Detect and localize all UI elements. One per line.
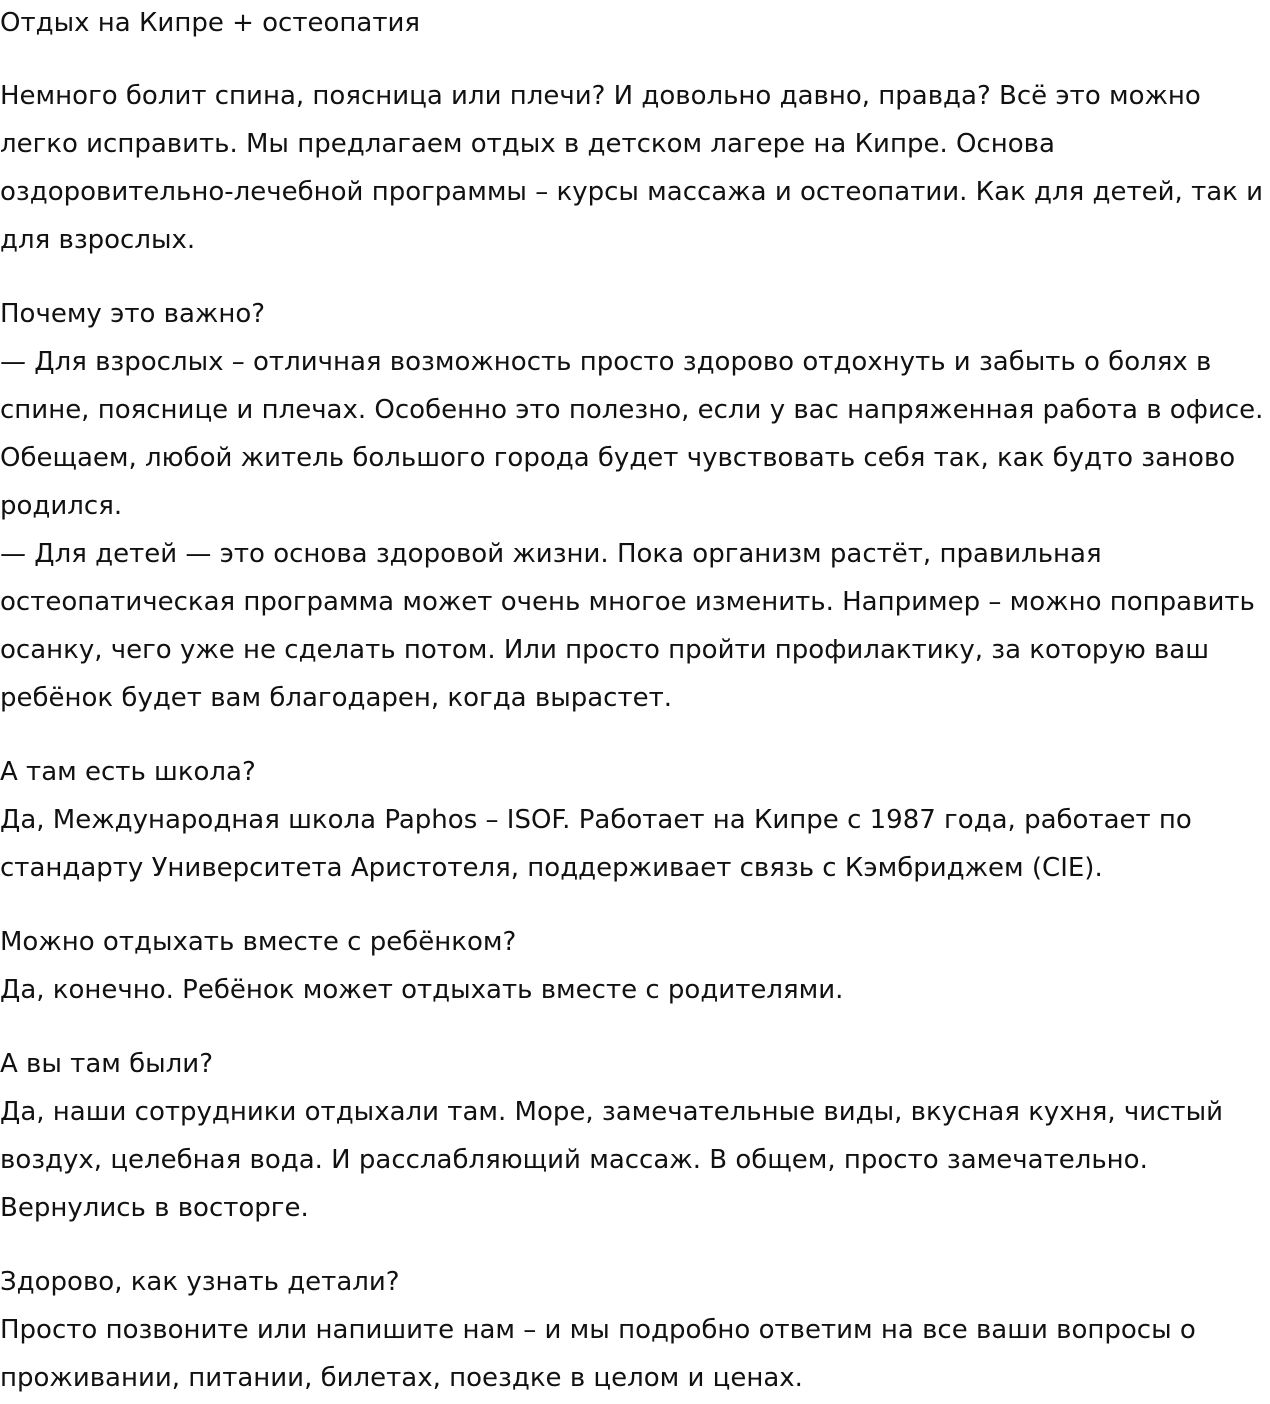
faq-answer-line: Да, конечно. Ребёнок может отдыхать вместе с родителями.: [0, 975, 844, 1005]
faq-answer-line: осанку, чего уже не сделать потом. Или просто пройти профилактику, за которую ваш: [0, 635, 1210, 665]
faq-answer-line: — Для взрослых – отличная возможность просто здорово отдохнуть и забыть о болях в: [0, 347, 1212, 377]
faq-answer-line: воздух, целебная вода. И расслабляющий массаж. В общем, просто замечательно.: [0, 1145, 1148, 1175]
faq-question: Можно отдыхать вместе с ребёнком?: [0, 927, 517, 957]
faq-answer-line: ребёнок будет вам благодарен, когда вырастет.: [0, 683, 673, 713]
faq-section-school: [0, 748, 1270, 892]
faq-answer-line: Вернулись в восторге.: [0, 1193, 309, 1223]
faq-section-details: [0, 1258, 1270, 1402]
faq-section-why-important: [0, 290, 1270, 722]
intro-line: Немного болит спина, поясница или плечи? И довольно давно, правда? Всё это можно: [0, 81, 1201, 111]
faq-answer-line: спине, пояснице и плечах. Особенно это полезно, если у вас напряженная работа в офисе.: [0, 395, 1264, 425]
faq-answer-line: Да, Международная школа Paphos – ISOF. Работает на Кипре с 1987 года, работает по: [0, 805, 1192, 835]
faq-answer-line: — Для детей — это основа здоровой жизни. Пока организм растёт, правильная: [0, 539, 1102, 569]
intro-line: для взрослых.: [0, 225, 196, 255]
faq-answer-line: стандарту Университета Аристотеля, поддерживает связь с Кэмбриджем (CIE).: [0, 853, 1103, 883]
faq-section-with-child: [0, 918, 1270, 1014]
faq-answer-line: Просто позвоните или напишите нам – и мы подробно ответим на все ваши вопросы о: [0, 1315, 1196, 1345]
intro-line: легко исправить. Мы предлагаем отдых в детском лагере на Кипре. Основа: [0, 129, 1055, 159]
intro-line: оздоровительно-лечебной программы – курсы массажа и остеопатии. Как для детей, так и: [0, 177, 1264, 207]
faq-question: Почему это важно?: [0, 299, 266, 329]
faq-section-have-you-been: [0, 1040, 1270, 1232]
faq-question: А вы там были?: [0, 1049, 214, 1079]
faq-question: А там есть школа?: [0, 757, 256, 787]
faq-answer-line: остеопатическая программа может очень многое изменить. Например – можно поправить: [0, 587, 1255, 617]
faq-answer-line: Да, наши сотрудники отдыхали там. Море, замечательные виды, вкусная кухня, чистый: [0, 1097, 1223, 1127]
document-title: Отдых на Кипре + остеопатия: [0, 8, 420, 38]
faq-answer-line: Обещаем, любой житель большого города будет чувствовать себя так, как будто заново: [0, 443, 1236, 473]
faq-answer-line: проживании, питании, билетах, поездке в целом и ценах.: [0, 1363, 803, 1393]
faq-question: Здорово, как узнать детали?: [0, 1267, 400, 1297]
intro-paragraph: [0, 72, 1270, 264]
faq-answer-line: родился.: [0, 491, 123, 521]
